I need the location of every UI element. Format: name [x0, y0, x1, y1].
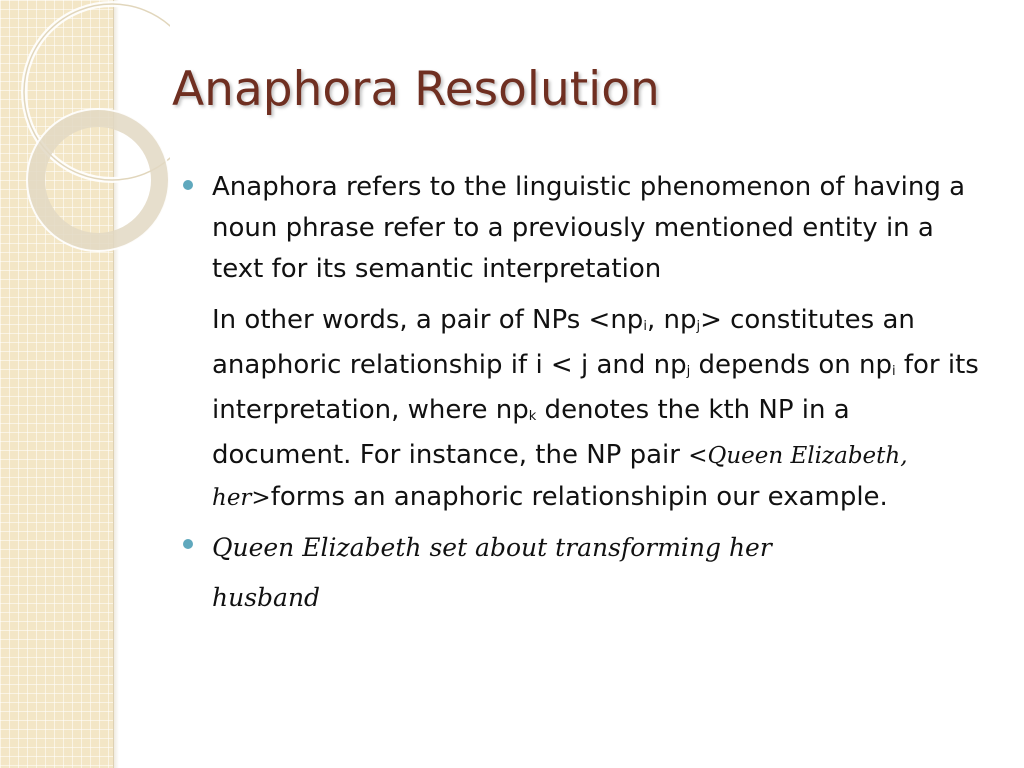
continuation-part: > constitutes an anaphoric relationship if i < j and np [212, 305, 915, 380]
continuation-part: for its interpretation, where np [212, 350, 979, 425]
bullet-item-example [183, 523, 983, 623]
example-np-pair: <Queen Elizabeth, her> [212, 443, 908, 511]
continuation-part: depends on np [690, 350, 892, 380]
continuation-part: In other words, a pair of NPs <np [212, 305, 644, 335]
subscript-i: i [643, 319, 647, 334]
example-sentence: Queen Elizabeth set about transforming her husband [212, 533, 772, 612]
subscript-k: k [528, 409, 537, 424]
subscript-j: j [696, 319, 701, 334]
bullet-list [183, 167, 983, 623]
bullet-icon [183, 539, 193, 549]
sidebar-shadow [113, 0, 119, 768]
bullet-item-definition [183, 167, 983, 519]
definition-text: Anaphora refers to the linguistic phenomenon of having a noun phrase refer to a previously mentioned entity in a text for its semantic interpretation [212, 172, 966, 284]
continuation-part: , np [646, 305, 697, 335]
slide-title: Anaphora Resolution [172, 62, 660, 117]
decorative-sidebar [0, 0, 114, 768]
subscript-i: i [891, 364, 896, 379]
subscript-j: j [686, 364, 691, 379]
continuation-part: denotes the kth NP in a document. For instance, the NP pair [212, 395, 850, 470]
continuation-part: forms an anaphoric relationshipin our example. [270, 482, 888, 512]
definition-continuation [212, 300, 983, 519]
bullet-icon [183, 180, 193, 190]
